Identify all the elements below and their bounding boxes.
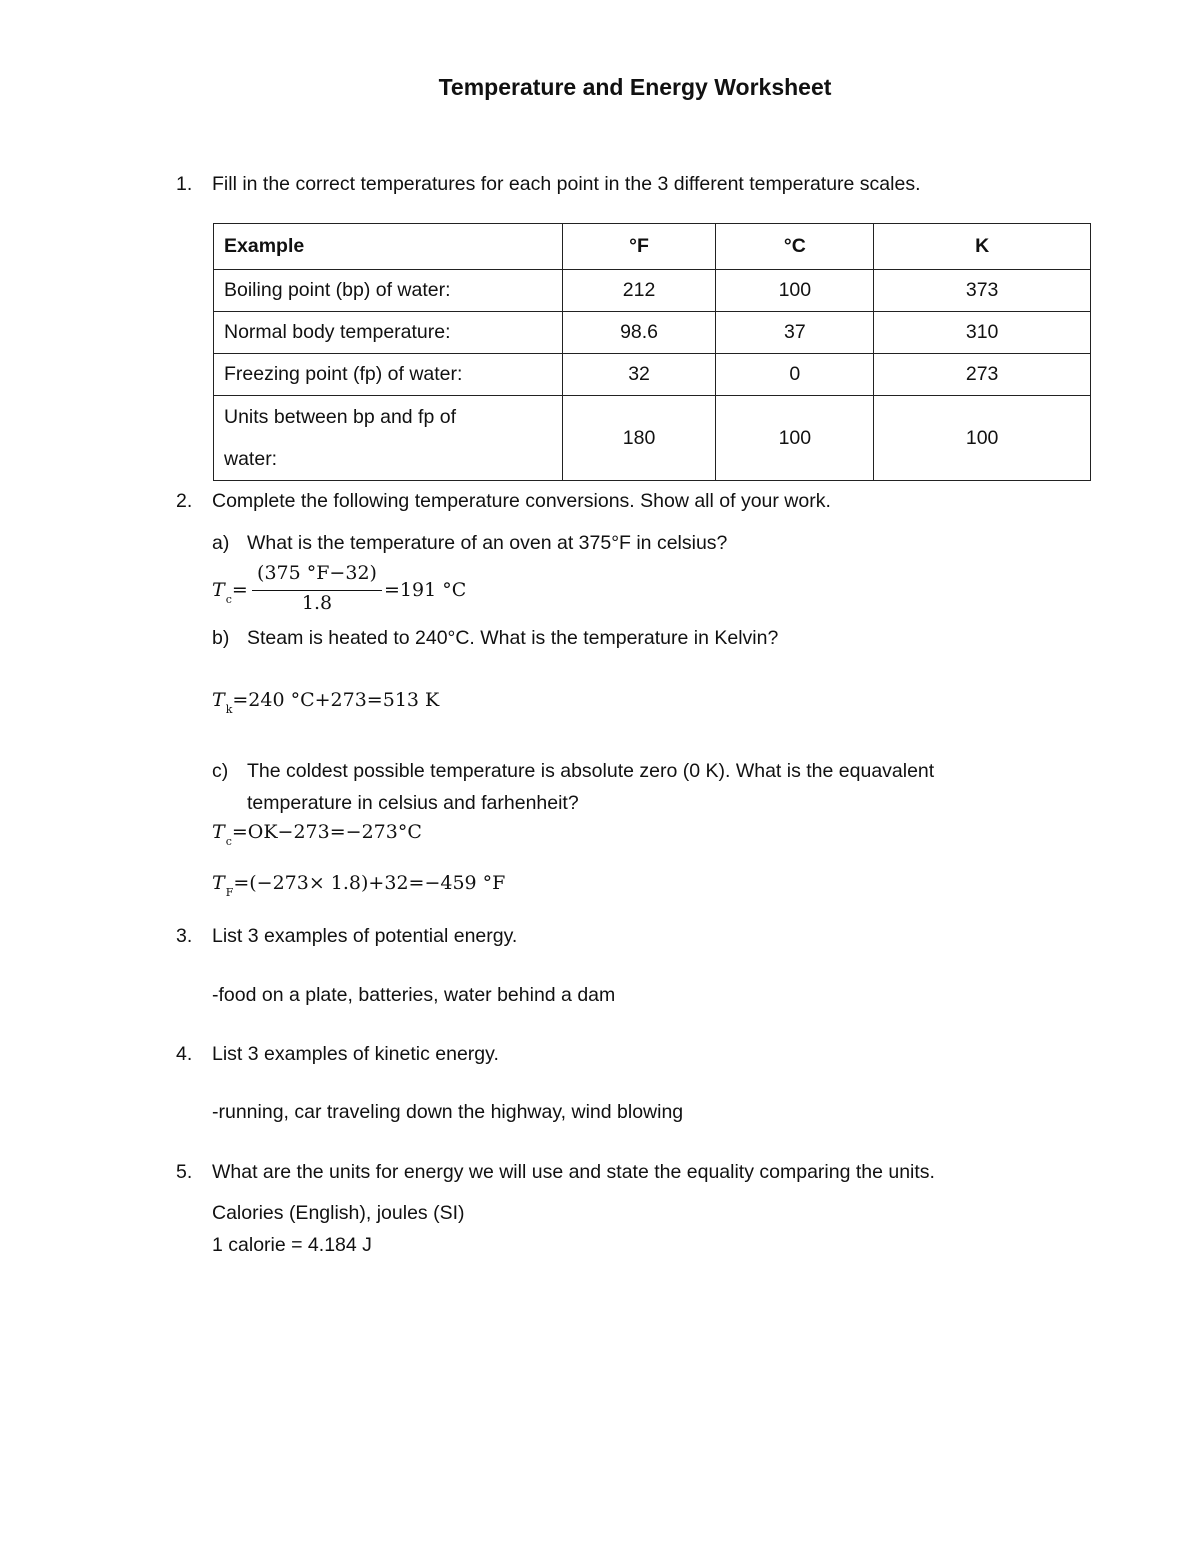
table-row <box>214 312 1091 354</box>
q2c-eq2-rhs: =(−273× 1.8)+32=−459 °F <box>233 872 506 894</box>
cell-celsius: 0 <box>716 354 874 396</box>
cell-kelvin: 373 <box>874 270 1091 312</box>
cell-fahrenheit: 180 <box>562 396 716 481</box>
temperature-table <box>213 223 1091 481</box>
row-label: Normal body temperature: <box>214 312 563 354</box>
table-row <box>214 270 1091 312</box>
q3-text: List 3 examples of potential energy. <box>212 925 518 947</box>
fraction-denominator: 1.8 <box>301 592 333 614</box>
q2c-eq1-rhs: =OK−273=−273°C <box>231 821 422 843</box>
row-label <box>214 396 563 481</box>
variable-t: T <box>212 579 225 601</box>
row-label-line2: water: <box>224 448 278 470</box>
row-label: Freezing point (fp) of water: <box>214 354 563 396</box>
q2a-text: What is the temperature of an oven at 375°F in celsius? <box>247 532 728 554</box>
cell-fahrenheit: 98.6 <box>562 312 716 354</box>
page-title: Temperature and Energy Worksheet <box>438 74 832 100</box>
cell-fahrenheit: 32 <box>562 354 716 396</box>
q2-number: 2. <box>176 490 193 512</box>
cell-celsius: 100 <box>716 270 874 312</box>
q2b-letter: b) <box>212 627 230 649</box>
subscript-c: c <box>225 835 232 848</box>
cell-fahrenheit: 212 <box>562 270 716 312</box>
subscript-f: F <box>225 886 234 899</box>
q2a-fraction <box>252 562 382 622</box>
q2c-equation-fahrenheit <box>212 872 506 899</box>
q4-text: List 3 examples of kinetic energy. <box>212 1043 499 1065</box>
q2a-letter: a) <box>212 532 230 554</box>
q5-answer-line1: Calories (English), joules (SI) <box>212 1202 465 1224</box>
cell-kelvin: 310 <box>874 312 1091 354</box>
q3-answer: -food on a plate, batteries, water behind a dam <box>212 984 616 1006</box>
header-fahrenheit: °F <box>562 224 716 270</box>
cell-celsius: 37 <box>716 312 874 354</box>
q2c-text-line2: temperature in celsius and farhenheit? <box>247 792 579 814</box>
q2c-equation-celsius <box>212 821 422 848</box>
cell-celsius: 100 <box>716 396 874 481</box>
header-celsius: °C <box>716 224 874 270</box>
table-row <box>214 396 1091 481</box>
table-header-row <box>214 224 1091 270</box>
q2b-text: Steam is heated to 240°C. What is the temperature in Kelvin? <box>247 627 779 649</box>
fraction-numerator: (375 °F−32) <box>257 562 377 584</box>
q5-text: What are the units for energy we will use and state the equality comparing the units. <box>212 1161 935 1183</box>
q2b-equation <box>212 689 440 716</box>
header-example: Example <box>214 224 563 270</box>
header-kelvin: K <box>874 224 1091 270</box>
q2-text: Complete the following temperature conversions. Show all of your work. <box>212 490 831 512</box>
row-label: Boiling point (bp) of water: <box>214 270 563 312</box>
q1-number: 1. <box>176 173 193 195</box>
q4-answer: -running, car traveling down the highway, wind blowing <box>212 1101 684 1123</box>
q5-number: 5. <box>176 1161 193 1183</box>
cell-kelvin: 273 <box>874 354 1091 396</box>
variable-t: T <box>212 821 225 843</box>
q2a-result: =191 °C <box>384 579 467 601</box>
q2b-rhs: =240 °C+273=513 K <box>232 689 440 711</box>
row-label-line1: Units between bp and fp of <box>224 406 456 428</box>
subscript-c: c <box>225 593 232 606</box>
table-row <box>214 354 1091 396</box>
q1-text: Fill in the correct temperatures for each point in the 3 different temperature scales. <box>212 173 921 195</box>
q2a-equation-lhs: $T_c=$ <box>212 579 248 606</box>
q5-answer-line2: 1 calorie = 4.184 J <box>212 1234 372 1256</box>
q2c-letter: c) <box>212 760 229 782</box>
q2c-text-line1: The coldest possible temperature is absolute zero (0 K). What is the equavalent <box>247 760 935 782</box>
q3-number: 3. <box>176 925 193 947</box>
variable-t: T <box>212 872 225 894</box>
cell-kelvin: 100 <box>874 396 1091 481</box>
fraction-bar <box>252 590 382 591</box>
subscript-k: k <box>225 703 233 716</box>
q4-number: 4. <box>176 1043 193 1065</box>
variable-t: T <box>212 689 225 711</box>
